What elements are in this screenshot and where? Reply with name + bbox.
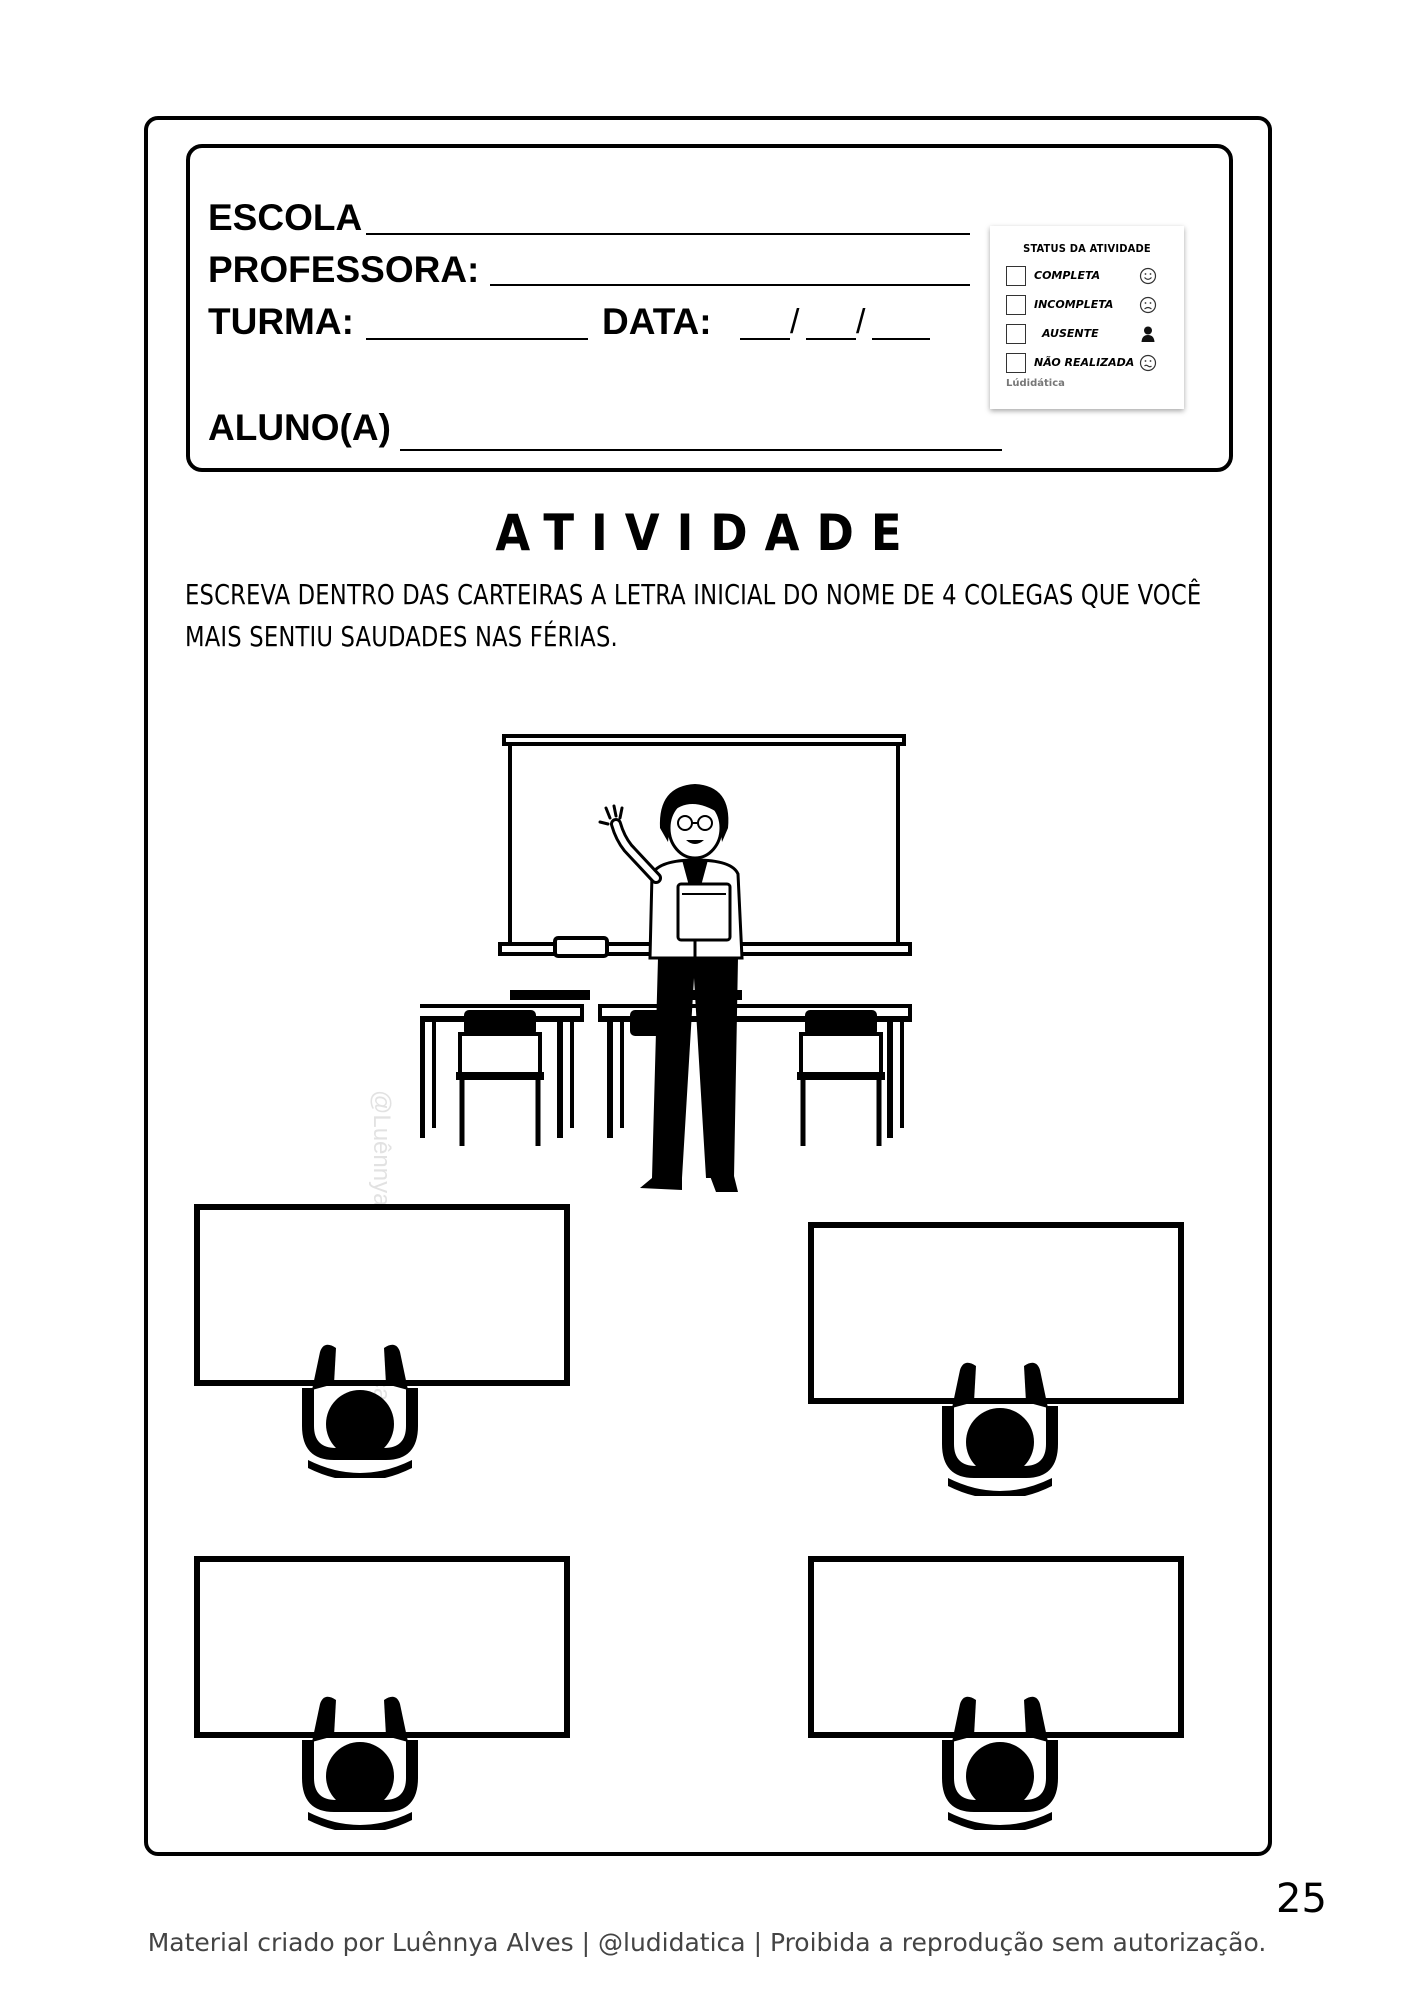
status-checkbox[interactable] bbox=[1006, 295, 1026, 315]
desk-writing-area-4 bbox=[808, 1556, 1188, 1836]
desk-illustration-right bbox=[600, 990, 910, 1146]
status-card bbox=[990, 226, 1184, 409]
data-label: DATA: bbox=[602, 301, 712, 342]
status-title: STATUS DA ATIVIDADE bbox=[1023, 242, 1151, 255]
student-icon bbox=[294, 1340, 426, 1478]
date-day-line[interactable] bbox=[740, 338, 790, 340]
status-checkbox[interactable] bbox=[1006, 353, 1026, 373]
instructions-line-1: ESCREVA DENTRO DAS CARTEIRAS A LETRA INICIAL DO NOME DE 4 COLEGAS QUE VOCÊ bbox=[185, 578, 1202, 611]
professora-line[interactable] bbox=[490, 284, 970, 286]
instructions-line-2: MAIS SENTIU SAUDADES NAS FÉRIAS. bbox=[185, 620, 618, 653]
status-checkbox[interactable] bbox=[1006, 324, 1026, 344]
student-icon bbox=[934, 1692, 1066, 1830]
date-month-line[interactable] bbox=[806, 338, 856, 340]
status-checkbox[interactable] bbox=[1006, 266, 1026, 286]
person-icon bbox=[1138, 324, 1158, 344]
date-separator: / bbox=[856, 303, 866, 341]
date-separator: / bbox=[790, 303, 800, 341]
status-row-ausente bbox=[1006, 324, 1176, 346]
aluno-label: ALUNO(A) bbox=[208, 407, 391, 448]
professora-label: PROFESSORA: bbox=[208, 249, 480, 290]
status-label: INCOMPLETA bbox=[1034, 298, 1114, 311]
status-brand: Lúdidática bbox=[1006, 378, 1065, 389]
status-row-completa bbox=[1006, 266, 1176, 288]
aluno-line[interactable] bbox=[400, 449, 1002, 451]
turma-label: TURMA: bbox=[208, 301, 354, 342]
page-number: 25 bbox=[1276, 1876, 1327, 1922]
date-year-line[interactable] bbox=[872, 338, 930, 340]
status-row-incompleta bbox=[1006, 295, 1176, 317]
student-icon bbox=[294, 1692, 426, 1830]
confused-face-icon bbox=[1138, 353, 1158, 373]
sad-face-icon bbox=[1138, 295, 1158, 315]
instructions bbox=[185, 574, 1247, 658]
status-row-nao-realizada bbox=[1006, 353, 1176, 375]
desk-writing-area-2 bbox=[808, 1222, 1188, 1502]
escola-label: ESCOLA bbox=[208, 197, 363, 238]
activity-title: ATIVIDADE bbox=[495, 504, 919, 562]
footer-credit: Material criado por Luênnya Alves | @ludidatica | Proibida a reprodução sem autorização. bbox=[147, 1928, 1267, 1957]
desk-writing-area-1 bbox=[194, 1204, 574, 1484]
classroom-illustration bbox=[420, 728, 920, 1208]
desk-illustration-left bbox=[420, 990, 590, 1146]
student-icon bbox=[934, 1358, 1066, 1496]
turma-line[interactable] bbox=[366, 338, 588, 340]
escola-line[interactable] bbox=[366, 233, 970, 235]
status-label: COMPLETA bbox=[1034, 269, 1101, 282]
status-label: AUSENTE bbox=[1042, 327, 1099, 340]
status-label: NÃO REALIZADA bbox=[1034, 356, 1135, 369]
smile-face-icon bbox=[1138, 266, 1158, 286]
desk-writing-area-3 bbox=[194, 1556, 574, 1836]
